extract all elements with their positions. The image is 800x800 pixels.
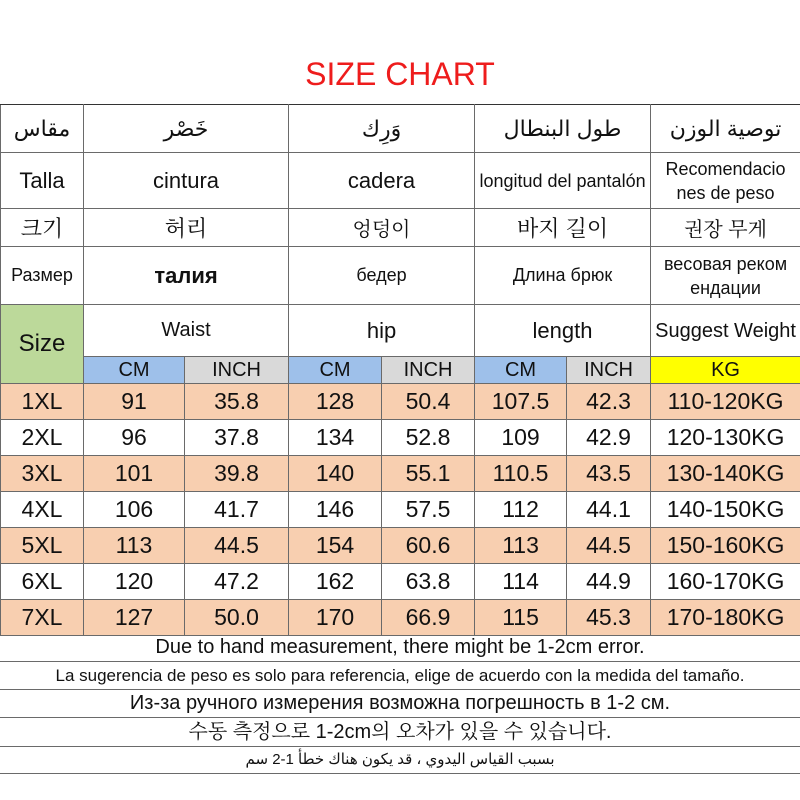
hip-label-ru: бедер (289, 247, 475, 305)
waist-cm-cell: 106 (84, 492, 185, 528)
table-row (1, 564, 800, 600)
hip-inch-cell: 52.8 (382, 420, 475, 456)
weight-cell: 170-180KG (651, 600, 800, 636)
length-label-ko: 바지 길이 (475, 209, 651, 247)
hip-cm-cell: 170 (289, 600, 382, 636)
length-header: length (475, 305, 651, 357)
length-cm-cell: 109 (475, 420, 567, 456)
size-cell: 4XL (1, 492, 84, 528)
waist-label-ru: талия (84, 247, 289, 305)
waist-inch-cell: 37.8 (185, 420, 289, 456)
hip-inch-cell: 66.9 (382, 600, 475, 636)
waist-cm-cell: 91 (84, 384, 185, 420)
hip-inch-cell: 63.8 (382, 564, 475, 600)
length-label-es: longitud del pantalón (475, 153, 651, 209)
spanish-header-row (1, 153, 800, 209)
length-inch-cell: 42.9 (567, 420, 651, 456)
weight-label-ru: весовая реком ендации (651, 247, 800, 305)
length-inch-cell: 43.5 (567, 456, 651, 492)
hip-cm-cell: 140 (289, 456, 382, 492)
hip-cm-cell: 146 (289, 492, 382, 528)
waist-cm-cell: 96 (84, 420, 185, 456)
size-cell: 1XL (1, 384, 84, 420)
arabic-header-row (1, 105, 800, 153)
length-inch-cell: 45.3 (567, 600, 651, 636)
waist-label-ko: 허리 (84, 209, 289, 247)
weight-label-es: Recomendacio nes de peso (651, 153, 800, 209)
length-label-ru: Длина брюк (475, 247, 651, 305)
weight-cell: 160-170KG (651, 564, 800, 600)
table-row (1, 384, 800, 420)
english-header-row (1, 305, 800, 357)
hip-cm-unit: CM (289, 357, 382, 384)
hip-inch-cell: 57.5 (382, 492, 475, 528)
length-cm-cell: 113 (475, 528, 567, 564)
hip-cm-cell: 154 (289, 528, 382, 564)
length-cm-cell: 107.5 (475, 384, 567, 420)
size-cell: 2XL (1, 420, 84, 456)
page-title: SIZE CHART (305, 55, 495, 92)
weight-cell: 110-120KG (651, 384, 800, 420)
hip-label-es: cadera (289, 153, 475, 209)
waist-cm-cell: 101 (84, 456, 185, 492)
weight-cell: 130-140KG (651, 456, 800, 492)
weight-kg-unit: KG (651, 357, 800, 384)
length-cm-cell: 115 (475, 600, 567, 636)
length-inch-unit: INCH (567, 357, 651, 384)
weight-cell: 140-150KG (651, 492, 800, 528)
waist-inch-cell: 39.8 (185, 456, 289, 492)
weight-cell: 120-130KG (651, 420, 800, 456)
waist-inch-cell: 47.2 (185, 564, 289, 600)
hip-cm-cell: 134 (289, 420, 382, 456)
weight-cell: 150-160KG (651, 528, 800, 564)
weight-header: Suggest Weight (651, 305, 800, 357)
hip-label-ar: وَرِك (289, 105, 475, 153)
weight-label-ar: توصية الوزن (651, 105, 800, 153)
length-label-ar: طول البنطال (475, 105, 651, 153)
size-cell: 6XL (1, 564, 84, 600)
size-label-es: Talla (1, 153, 84, 209)
size-header: Size (1, 305, 84, 384)
waist-header: Waist (84, 305, 289, 357)
waist-inch-cell: 50.0 (185, 600, 289, 636)
hip-header: hip (289, 305, 475, 357)
waist-inch-cell: 44.5 (185, 528, 289, 564)
waist-inch-cell: 41.7 (185, 492, 289, 528)
size-label-ru: Размер (1, 247, 84, 305)
table-row (1, 420, 800, 456)
length-cm-cell: 114 (475, 564, 567, 600)
size-chart-table (0, 104, 800, 636)
length-inch-cell: 42.3 (567, 384, 651, 420)
russian-header-row (1, 247, 800, 305)
hip-inch-unit: INCH (382, 357, 475, 384)
length-inch-cell: 44.1 (567, 492, 651, 528)
hip-cm-cell: 128 (289, 384, 382, 420)
units-header-row (1, 357, 800, 384)
size-label-ar: مقاس (1, 105, 84, 153)
size-label-ko: 크기 (1, 209, 84, 247)
waist-label-es: cintura (84, 153, 289, 209)
table-row (1, 492, 800, 528)
table-row (1, 600, 800, 636)
note-english: Due to hand measurement, there might be 1-2cm error. (0, 633, 800, 662)
table-row (1, 456, 800, 492)
length-cm-cell: 112 (475, 492, 567, 528)
hip-inch-cell: 55.1 (382, 456, 475, 492)
table-row (1, 528, 800, 564)
note-russian: Из-за ручного измерения возможна погрешность в 1-2 см. (0, 690, 800, 718)
note-spanish: La sugerencia de peso es solo para referencia, elige de acuerdo con la medida del tamaño. (0, 662, 800, 690)
size-cell: 7XL (1, 600, 84, 636)
note-arabic: بسبب القياس اليدوي ، قد يكون هناك خطأ 1-2 سم (0, 747, 800, 774)
length-cm-unit: CM (475, 357, 567, 384)
waist-inch-unit: INCH (185, 357, 289, 384)
waist-cm-cell: 127 (84, 600, 185, 636)
hip-inch-cell: 60.6 (382, 528, 475, 564)
korean-header-row (1, 209, 800, 247)
hip-inch-cell: 50.4 (382, 384, 475, 420)
waist-cm-cell: 120 (84, 564, 185, 600)
note-korean: 수동 측정으로 1-2cm의 오차가 있을 수 있습니다. (0, 718, 800, 747)
waist-inch-cell: 35.8 (185, 384, 289, 420)
weight-label-ko: 권장 무게 (651, 209, 800, 247)
waist-cm-unit: CM (84, 357, 185, 384)
length-inch-cell: 44.5 (567, 528, 651, 564)
size-cell: 5XL (1, 528, 84, 564)
length-cm-cell: 110.5 (475, 456, 567, 492)
hip-cm-cell: 162 (289, 564, 382, 600)
size-cell: 3XL (1, 456, 84, 492)
hip-label-ko: 엉덩이 (289, 209, 475, 247)
length-inch-cell: 44.9 (567, 564, 651, 600)
waist-label-ar: خَصْر (84, 105, 289, 153)
waist-cm-cell: 113 (84, 528, 185, 564)
